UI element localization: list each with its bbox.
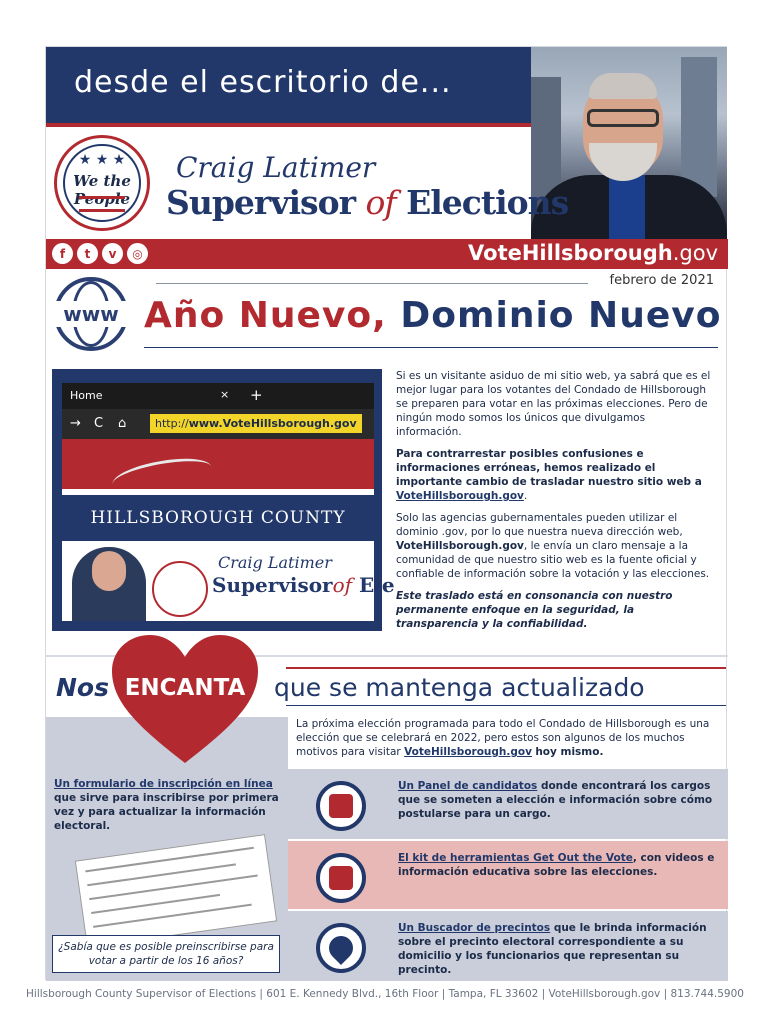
building-shape — [531, 77, 561, 197]
toolkit-icon — [316, 853, 366, 903]
mini-brand-title: Supervisorof Ele — [212, 573, 395, 597]
article-p4: Este traslado está en consonancia con nuestro permanente enfoque en la seguridad, la transparencia y la confiabilidad. — [396, 590, 673, 630]
header-band — [46, 47, 531, 123]
browser-tab-label: Home — [70, 389, 103, 402]
article-p1: Si es un visitante asiduo de mi sitio web, ya sabrá que es el mejor lugar para los votantes del Condado de Hillsborough se preparen para votar en las próximas elecciones. Pero de ningún modo somos los únicos que divulgamos información. — [396, 370, 711, 438]
toolkit-link[interactable]: El kit de herramientas Get Out the Vote — [398, 852, 633, 864]
title-blue-line — [286, 705, 726, 706]
article-body — [396, 369, 712, 639]
seal-stripes — [79, 196, 125, 212]
website-inline-link-2[interactable]: VoteHillsborough.gov — [404, 746, 532, 758]
forward-icon: → — [70, 416, 81, 431]
registration-blurb: Un formulario de inscripción en línea que sirve para inscribirse por primera vez y para actualizar la información electoral. — [54, 778, 279, 832]
twitter-icon[interactable]: t — [77, 243, 98, 264]
mini-seal-logo — [152, 561, 208, 617]
precinct-finder-link[interactable]: Un Buscador de precintos — [398, 922, 551, 934]
globe-icon — [54, 277, 128, 351]
resource-row-toolkit — [288, 841, 728, 909]
facebook-icon[interactable]: f — [52, 243, 73, 264]
browser-window — [62, 383, 395, 621]
pin-shape — [324, 931, 358, 965]
headline-divider — [144, 347, 718, 348]
encanta-label: ENCANTA — [124, 675, 246, 701]
headline: Año Nuevo, Dominio Nuevo — [144, 295, 722, 336]
mini-photo — [72, 547, 146, 621]
county-banner: HILLSBOROUGH COUNTY — [62, 495, 374, 541]
map-pin-icon — [316, 923, 366, 973]
shirt-shape — [609, 175, 645, 239]
social-bar — [46, 239, 728, 269]
ready-to-run-icon — [316, 781, 366, 831]
vimeo-icon[interactable]: v — [102, 243, 123, 264]
reload-icon: C — [94, 416, 104, 431]
candidates-link[interactable]: Un Panel de candidatos — [398, 780, 538, 792]
preregister-tip: ¿Sabía que es posible preinscribirse para votar a partir de los 16 años? — [52, 935, 280, 973]
love-intro: La próxima elección programada para todo el Condado de Hillsborough es una elección que se celebrará en 2022, pero estos son algunos de los muchos motivos para visitar VoteHillsborough.gov hoy mismo. — [296, 718, 710, 758]
article-p2: Para contrarrestar posibles confusiones e informaciones erróneas, hemos realizado el importante cambio de trasladar nuestro sitio web a VoteHillsborough.gov. — [396, 448, 702, 502]
ready-badge-shape — [329, 794, 353, 818]
glasses-shape — [587, 109, 659, 127]
browser-tab-bar — [62, 383, 374, 409]
website-link[interactable]: VoteHillsborough.gov — [468, 241, 718, 265]
resource-row-precinct — [288, 911, 728, 981]
title-red-line — [286, 667, 726, 669]
county-seal-logo — [54, 135, 150, 231]
mini-brand-name: Craig Latimer — [218, 553, 332, 572]
mini-face — [92, 551, 126, 591]
star-icon: ★ ★ ★ — [78, 152, 126, 168]
browser-illustration — [52, 369, 395, 631]
hair-shape — [589, 73, 657, 99]
browser-nav-bar — [62, 409, 374, 439]
article-p3: Solo las agencias gubernamentales pueden utilizar el dominio .gov, por lo que nuestra nueva dirección web, VoteHillsborough.gov, le envía un claro mensaje a la comunidad de que nuestro sitio web es la fuente oficial y confiable de información sobre la votación y las elecciones. — [396, 512, 710, 580]
registration-link[interactable]: Un formulario de inscripción en línea — [54, 778, 273, 790]
resource-row-candidates — [288, 769, 728, 839]
close-icon: × — [220, 388, 230, 401]
resource-text: El kit de herramientas Get Out the Vote, con videos e información educativa sobre las elecciones. — [398, 852, 715, 878]
newsletter-page — [45, 46, 727, 980]
header-accent-line — [46, 123, 531, 127]
brand-title: Supervisor of Elections — [166, 183, 569, 222]
home-icon: ⌂ — [118, 416, 127, 431]
love-title: Nos que se mantenga actualizado — [56, 673, 645, 702]
instagram-icon[interactable]: ◎ — [127, 243, 148, 264]
red-panel — [62, 439, 374, 489]
header-title: desde el escritorio de... — [74, 65, 452, 100]
seal-text: We the People — [73, 172, 131, 208]
footer: Hillsborough County Supervisor of Elections | 601 E. Kennedy Blvd., 16th Floor | Tampa, FL 33602 | VoteHillsborough.gov | 813.744.5900 — [26, 988, 744, 1000]
brand-name: Craig Latimer — [176, 151, 376, 184]
form-line — [89, 874, 258, 900]
www-label: www — [48, 301, 134, 327]
toolbox-shape — [329, 866, 353, 890]
form-line — [93, 904, 252, 928]
date-divider — [156, 283, 588, 284]
resource-text: Un Buscador de precintos que le brinda información sobre el precinto electoral correspondiente a su domicilio y los funcionarios que representan su precinto. — [398, 922, 707, 976]
resource-text: Un Panel de candidatos donde encontrará los cargos que se someten a elección e información sobre cómo postularse para un cargo. — [398, 780, 713, 820]
plus-icon: + — [250, 386, 263, 404]
social-icons — [52, 243, 148, 264]
building-shape — [681, 57, 717, 197]
url-bar: http://www.VoteHillsborough.gov — [150, 414, 362, 433]
website-inline-link[interactable]: VoteHillsborough.gov — [396, 490, 524, 502]
issue-date: febrero de 2021 — [609, 273, 714, 288]
